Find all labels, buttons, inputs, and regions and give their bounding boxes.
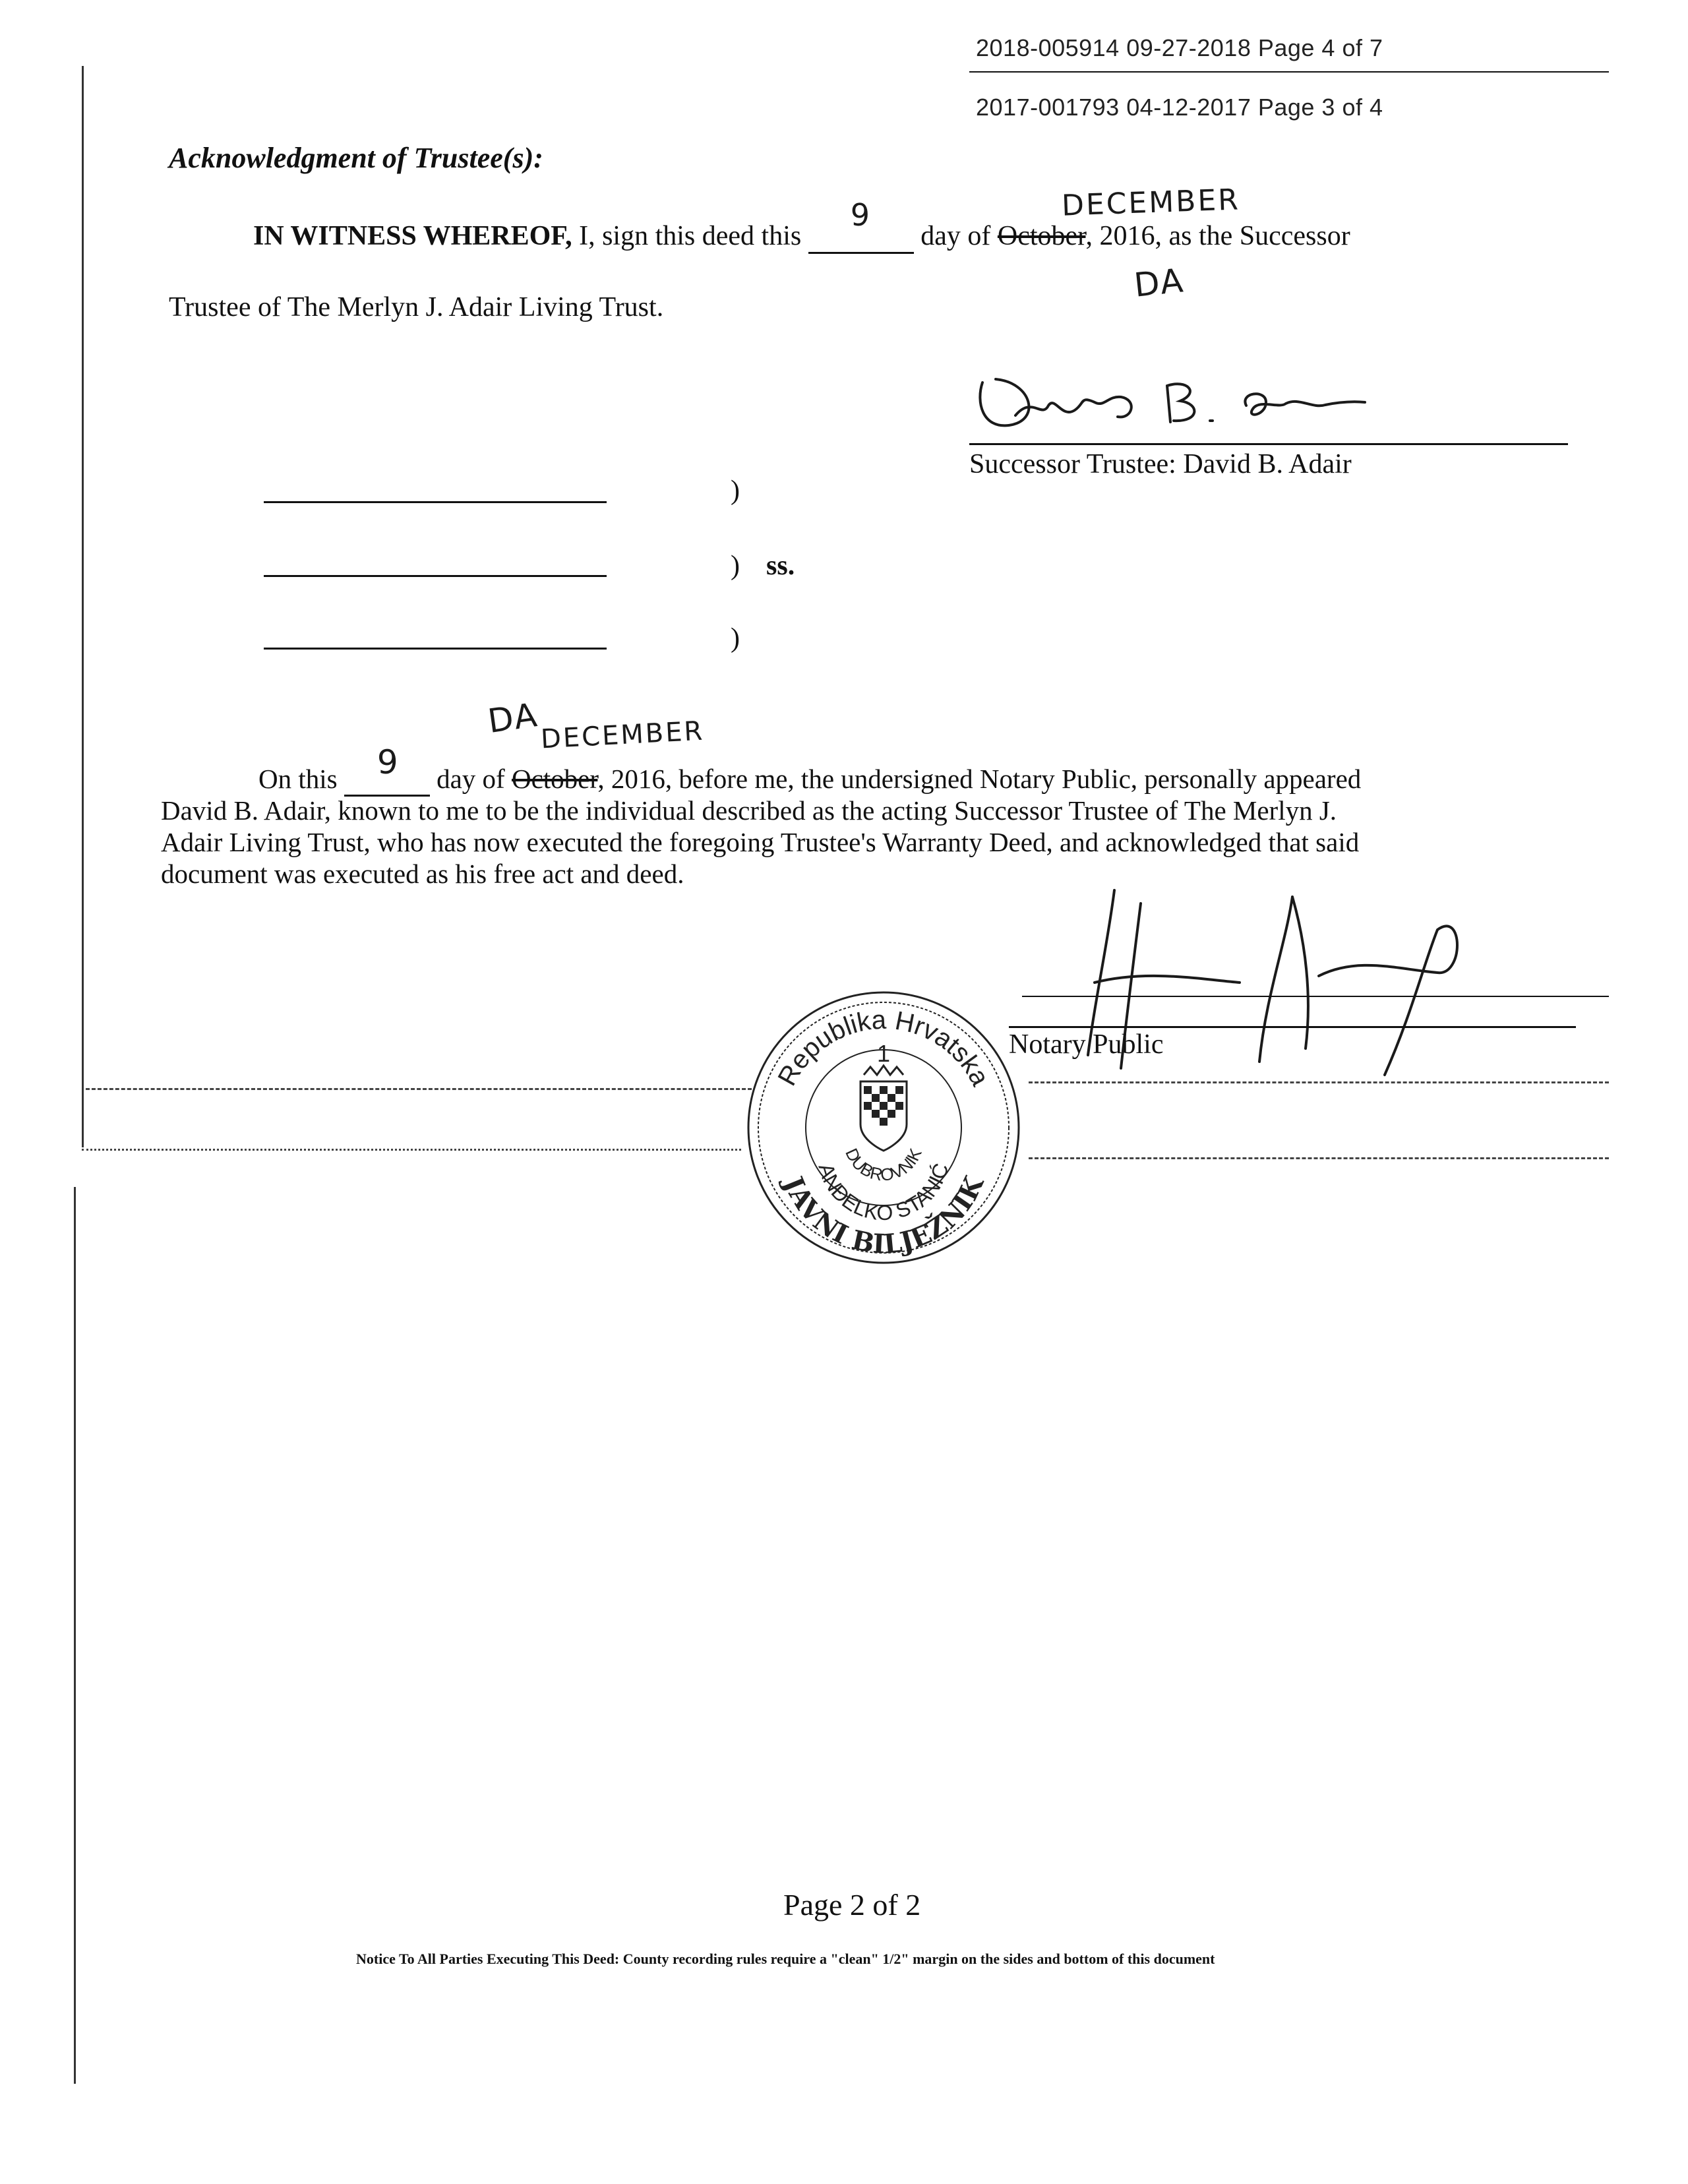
notary-line-1-b: day of: [429, 764, 512, 794]
scan-dash-line-lower: [82, 1149, 741, 1151]
witness-line-2: Trustee of The Merlyn J. Adair Living Trust.: [169, 292, 664, 322]
scan-dash-line: [86, 1088, 752, 1090]
seal-name-path: ANĐELKO STANIĆ: [814, 1160, 953, 1225]
venue-county-line: [264, 575, 607, 577]
scan-dash-line-right: [1029, 1081, 1609, 1083]
witness-initials: DA: [1132, 261, 1186, 305]
notary-signature-upper-line: [1022, 996, 1609, 997]
seal-bottom-text-path: JAVNI BILJEŽNIK: [777, 1171, 990, 1260]
signature-line: [969, 443, 1568, 445]
witness-month-handwritten: DECEMBER: [1061, 183, 1241, 223]
witness-day-handwritten: 9: [850, 197, 870, 233]
seal-city-path: DUBROVNIK: [841, 1145, 926, 1185]
notary-signature-line: [1009, 1026, 1576, 1028]
notary-day-blank: [344, 743, 430, 797]
signature-caption: Successor Trustee: David B. Adair: [969, 449, 1352, 479]
witness-text-c: , 2016, as the Successor: [1085, 221, 1350, 251]
notary-seal: [738, 983, 1029, 1273]
trustee-signature: [969, 356, 1444, 442]
coat-of-arms-icon: [860, 1066, 907, 1151]
day-blank: [808, 197, 914, 254]
venue-ss: ss.: [766, 551, 795, 581]
scan-dash-line-lower-right: [1029, 1157, 1609, 1159]
witness-month-struck: October: [997, 221, 1086, 251]
notary-month-handwritten: DECEMBER: [539, 715, 706, 755]
notary-line-1: [258, 743, 1362, 797]
left-margin-line-lower: [74, 1187, 76, 2084]
section-heading: Acknowledgment of Trustee(s):: [169, 142, 543, 174]
recording-stamp-rule: [969, 71, 1609, 73]
notary-label: Notary Public: [1009, 1029, 1164, 1060]
footer-notice-bold: Notice To All Parties Executing This Deed:: [356, 1951, 620, 1967]
footer-notice: [356, 1951, 1215, 1968]
notary-line-1-c: , 2016, before me, the undersigned Notary Public, personally appeared: [597, 764, 1362, 794]
notary-day-handwritten: 9: [377, 743, 398, 781]
venue-paren-2: ): [731, 551, 740, 581]
venue-state-line: [264, 501, 607, 503]
venue-paren-1: ): [731, 475, 740, 506]
page-number: Page 2 of 2: [783, 1888, 921, 1922]
venue-city-line: [264, 648, 607, 650]
notary-initials: DA: [485, 696, 541, 741]
notary-line-4: document was executed as his free act and deed.: [161, 859, 684, 889]
notary-line-2: David B. Adair, known to me to be the individual described as the acting Successor Trustee of The Merlyn J.: [161, 795, 1337, 826]
venue-paren-3: ): [731, 623, 740, 653]
seal-number: 1: [876, 1040, 891, 1067]
witness-bold: IN WITNESS WHEREOF,: [253, 221, 572, 251]
notary-line-3: Adair Living Trust, who has now executed the foregoing Trustee's Warranty Deed, and acknowledged that said: [161, 827, 1360, 857]
recording-stamp-current: 2018-005914 09-27-2018 Page 4 of 7: [976, 34, 1383, 61]
recording-stamp-original: 2017-001793 04-12-2017 Page 3 of 4: [976, 94, 1383, 121]
notary-month-struck: October: [511, 764, 598, 794]
notary-line-1-a: On this: [258, 764, 344, 794]
witness-text-a: I, sign this deed this: [572, 221, 808, 251]
seal-top-text-path: Republika Hrvatska: [772, 1005, 995, 1091]
footer-notice-text: County recording rules require a "clean" 1/2" margin on the sides and bottom of this document: [619, 1951, 1215, 1967]
left-margin-line: [82, 66, 84, 1147]
witness-text-b: day of: [913, 221, 998, 251]
